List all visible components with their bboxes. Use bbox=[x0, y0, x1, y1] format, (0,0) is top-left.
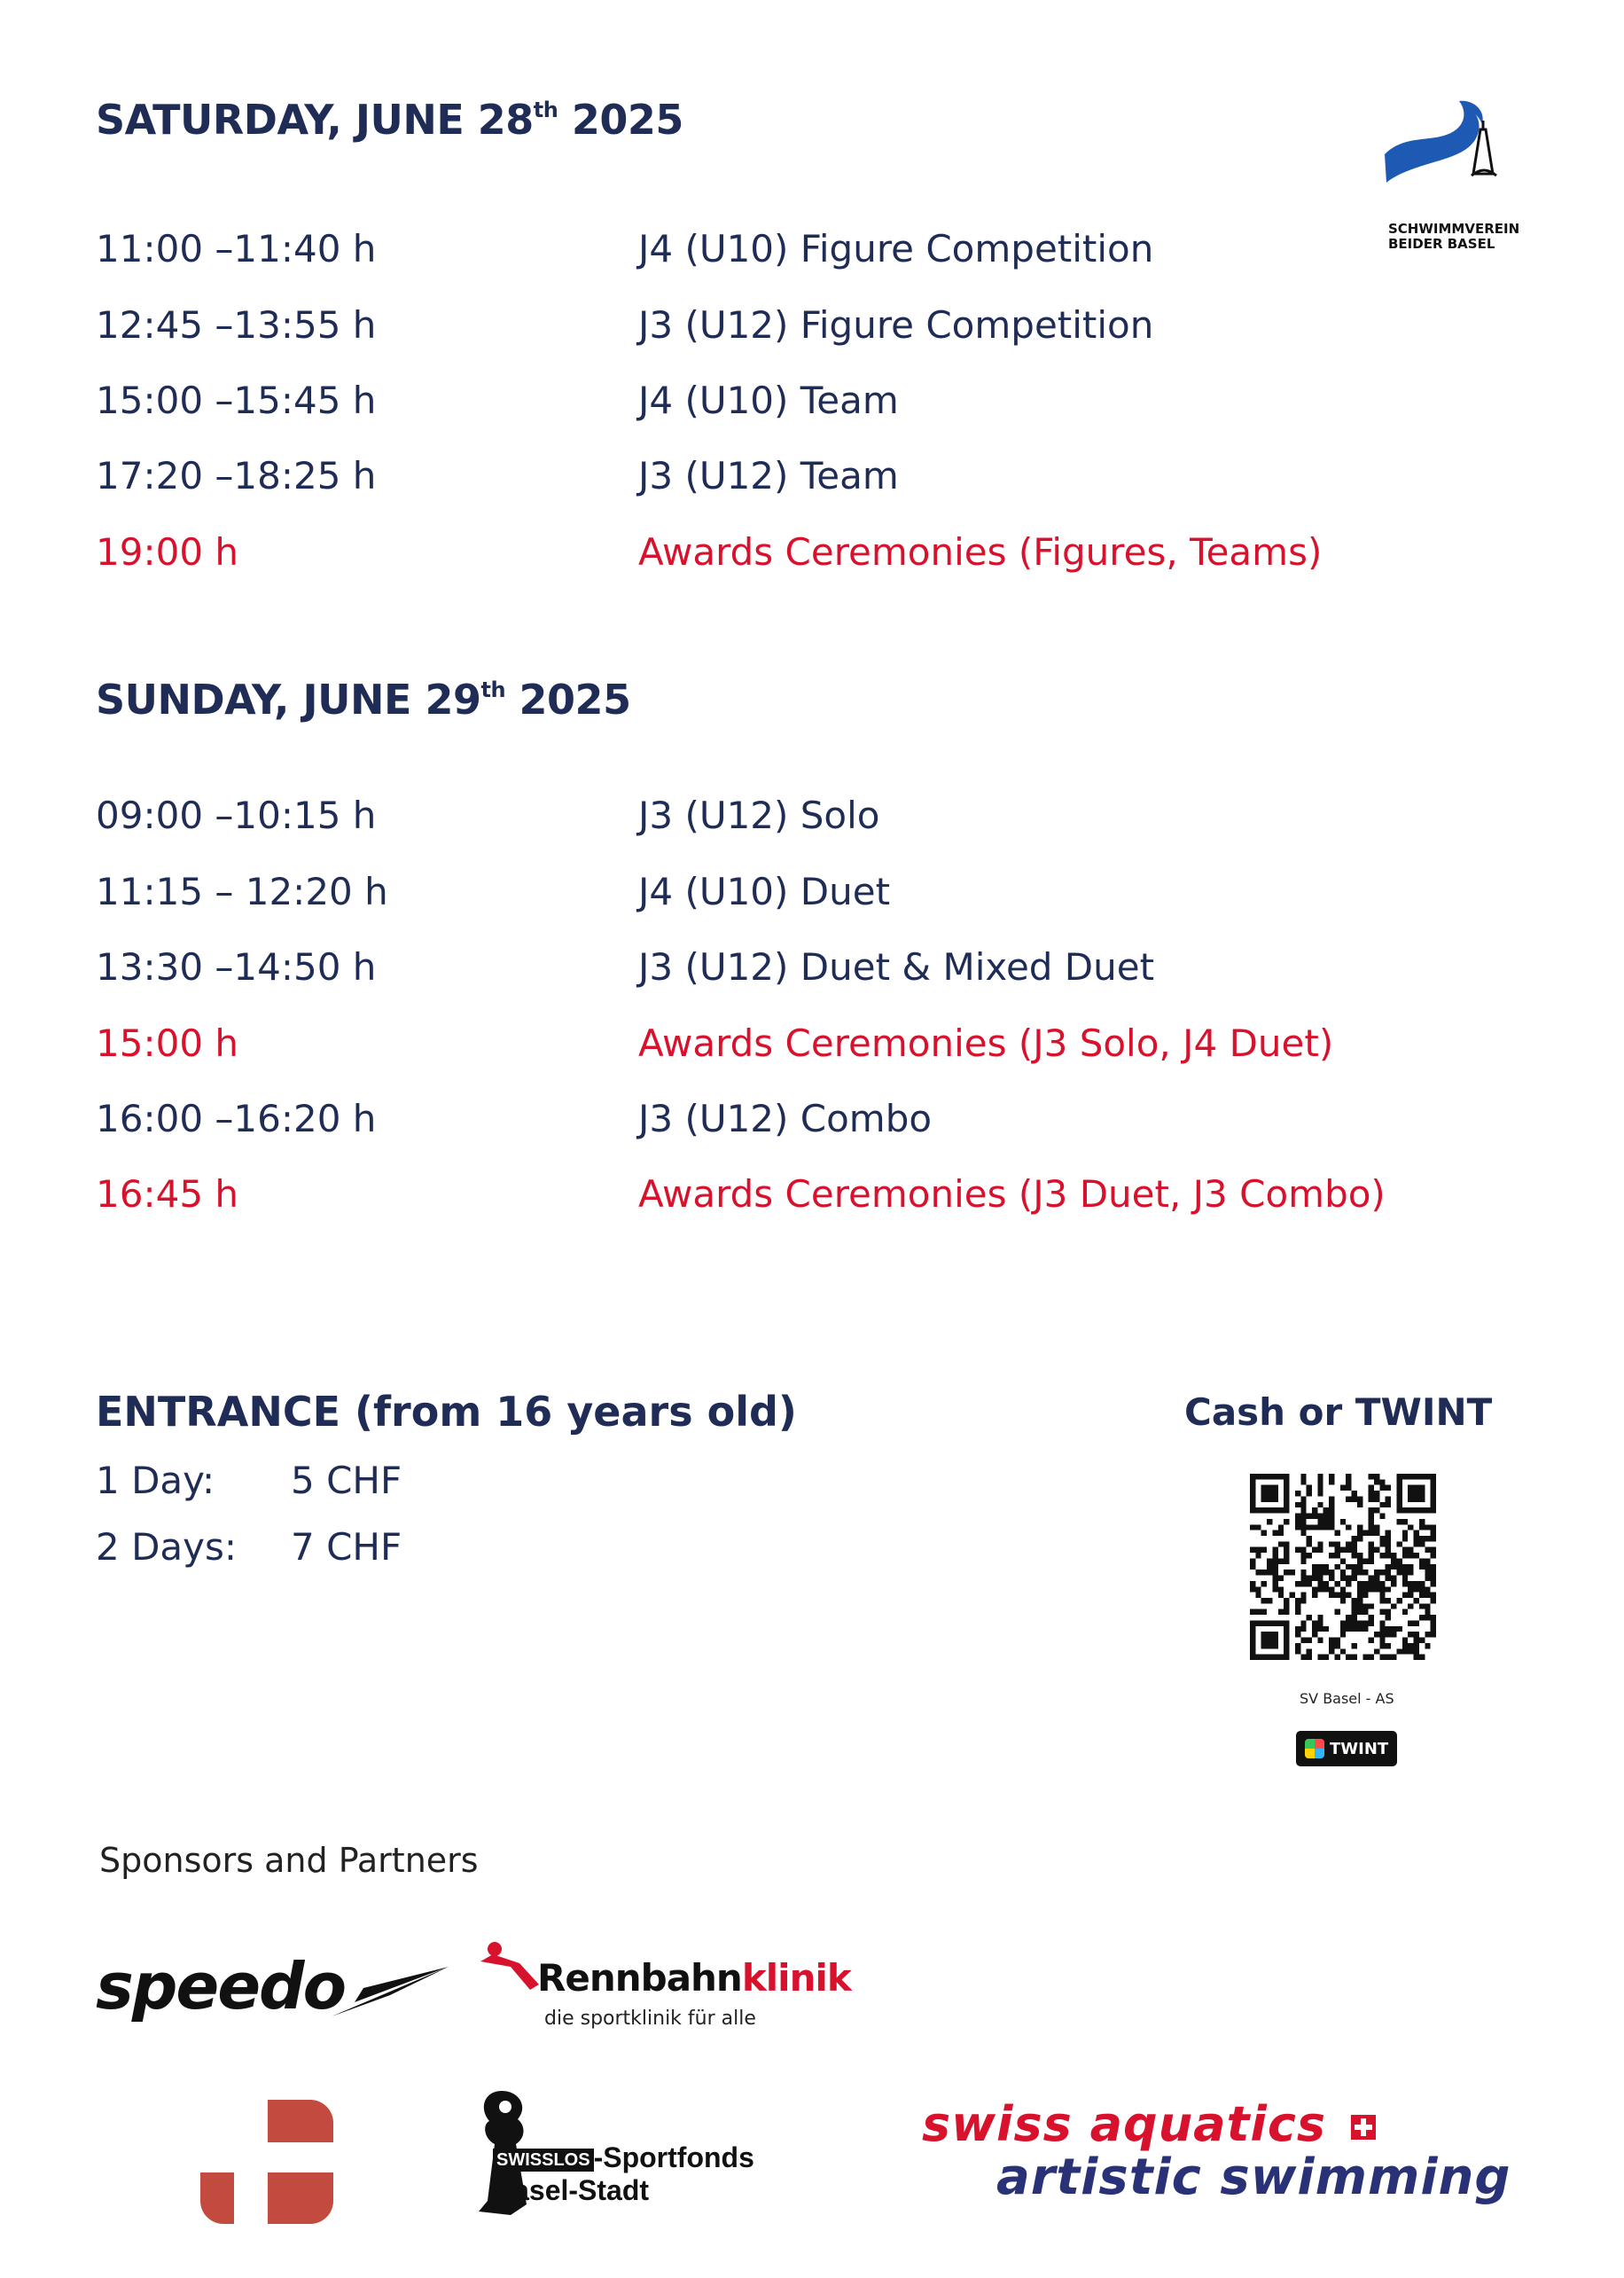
basel-stadt-text: Basel-Stadt bbox=[493, 2173, 650, 2206]
club-name-line: SCHWIMMVEREIN bbox=[1388, 221, 1520, 237]
price-value: 5 CHF bbox=[291, 1459, 402, 1502]
price-value: 7 CHF bbox=[291, 1525, 402, 1569]
saturday-heading-sup: th bbox=[533, 98, 558, 122]
swiss-cross-icon bbox=[1351, 2115, 1376, 2140]
twint-label: TWINT bbox=[1330, 1739, 1389, 1758]
j3-logo bbox=[200, 2091, 333, 2224]
j3-cross-icon bbox=[200, 2091, 333, 2224]
schedule-time: 16:45 h bbox=[96, 1172, 239, 1216]
schedule-event: J3 (U12) Combo bbox=[638, 1097, 933, 1140]
speedo-logo bbox=[96, 1947, 450, 2027]
runner-icon bbox=[475, 1938, 546, 2000]
klinik-text: klinik bbox=[741, 1956, 851, 2000]
artistic-swimming-line: artistic swimming bbox=[996, 2149, 1511, 2206]
club-name-line: BEIDER BASEL bbox=[1388, 236, 1495, 252]
schedule-event: J3 (U12) Team bbox=[638, 454, 899, 497]
schedule-time: 15:00 –15:45 h bbox=[96, 379, 377, 422]
schedule-row-awards bbox=[0, 1022, 1624, 1075]
rennbahnklinik-logo bbox=[475, 1938, 851, 2045]
schedule-row bbox=[0, 227, 1624, 280]
saturday-heading-year: 2025 bbox=[558, 96, 683, 144]
swisslos-logo bbox=[459, 2086, 814, 2219]
swisslos-box: SWISSLOS bbox=[493, 2149, 594, 2172]
schedule-row bbox=[0, 870, 1624, 923]
schedule-event: J4 (U10) Duet bbox=[638, 870, 891, 913]
schedule-row bbox=[0, 794, 1624, 847]
twint-qr-code[interactable] bbox=[1250, 1474, 1436, 1660]
sunday-heading-year: 2025 bbox=[505, 676, 631, 724]
schedule-row-awards bbox=[0, 530, 1624, 583]
schedule-time: 11:15 – 12:20 h bbox=[96, 870, 388, 913]
payment-title: Cash or TWINT bbox=[1184, 1390, 1493, 1434]
price-label: 1 Day: bbox=[96, 1459, 215, 1502]
schedule-time: 17:20 –18:25 h bbox=[96, 454, 377, 497]
entrance-title: ENTRANCE (from 16 years old) bbox=[96, 1388, 797, 1436]
swisslos-wordmark bbox=[493, 2142, 754, 2205]
schedule-row bbox=[0, 303, 1624, 356]
schedule-row bbox=[0, 454, 1624, 507]
schedule-row-awards bbox=[0, 1172, 1624, 1225]
schedule-time: 13:30 –14:50 h bbox=[96, 945, 377, 989]
schedule-event: J4 (U10) Figure Competition bbox=[638, 227, 1154, 270]
rennbahnklinik-tagline: die sportklinik für alle bbox=[544, 2008, 756, 2030]
qr-caption: SV Basel - AS bbox=[1300, 1690, 1394, 1707]
speedo-wordmark: speedo bbox=[96, 1949, 346, 2024]
schedule-event: J4 (U10) Team bbox=[638, 379, 899, 422]
schedule-event: J3 (U12) Duet & Mixed Duet bbox=[638, 945, 1155, 989]
sunday-heading-sup: th bbox=[480, 677, 506, 702]
twint-badge bbox=[1296, 1731, 1397, 1766]
schedule-row bbox=[0, 945, 1624, 998]
schedule-time: 12:45 –13:55 h bbox=[96, 303, 377, 347]
swiss-aquatics-line bbox=[922, 2096, 1511, 2152]
rennbahn-text: Rennbahn bbox=[537, 1956, 742, 2000]
schedule-event: Awards Ceremonies (Figures, Teams) bbox=[638, 530, 1323, 574]
schedule-time: 16:00 –16:20 h bbox=[96, 1097, 377, 1140]
sunday-heading-text: SUNDAY, JUNE 29 bbox=[96, 676, 481, 724]
wave-tower-icon bbox=[1381, 94, 1523, 218]
sportfonds-text: -Sportfonds bbox=[593, 2141, 754, 2173]
twint-icon bbox=[1305, 1739, 1324, 1758]
schedule-event: Awards Ceremonies (J3 Solo, J4 Duet) bbox=[638, 1022, 1334, 1065]
club-name bbox=[1388, 222, 1519, 252]
club-logo bbox=[1381, 94, 1523, 218]
schedule-time: 15:00 h bbox=[96, 1022, 239, 1065]
sunday-heading bbox=[96, 676, 631, 724]
rennbahnklinik-wordmark bbox=[537, 1956, 851, 2000]
speedo-boomerang-icon bbox=[328, 1958, 452, 2020]
swiss-aquatics-logo bbox=[922, 2096, 1511, 2206]
swiss-aquatics-text: swiss aquatics bbox=[922, 2096, 1327, 2152]
schedule-row bbox=[0, 1097, 1624, 1150]
schedule-time: 11:00 –11:40 h bbox=[96, 227, 377, 270]
saturday-heading bbox=[96, 96, 683, 144]
schedule-time: 19:00 h bbox=[96, 530, 239, 574]
schedule-time: 09:00 –10:15 h bbox=[96, 794, 377, 837]
schedule-event: Awards Ceremonies (J3 Duet, J3 Combo) bbox=[638, 1172, 1386, 1216]
schedule-event: J3 (U12) Solo bbox=[638, 794, 880, 837]
sponsors-title: Sponsors and Partners bbox=[99, 1841, 479, 1880]
price-label: 2 Days: bbox=[96, 1525, 238, 1569]
schedule-event: J3 (U12) Figure Competition bbox=[638, 303, 1154, 347]
saturday-heading-text: SATURDAY, JUNE 28 bbox=[96, 96, 534, 144]
schedule-row bbox=[0, 379, 1624, 432]
